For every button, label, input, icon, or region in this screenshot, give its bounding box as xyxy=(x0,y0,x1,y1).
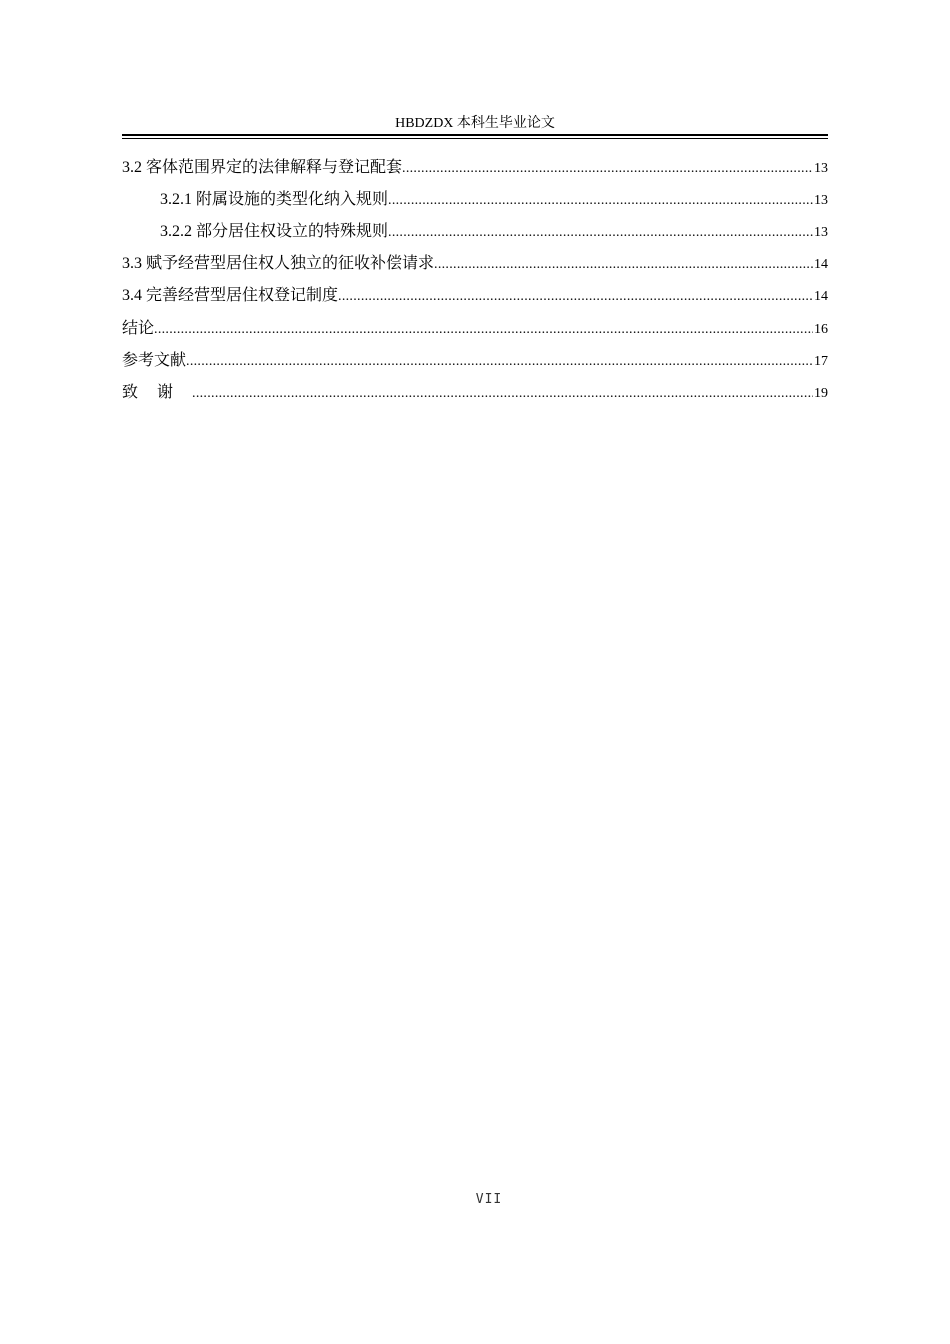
toc-page-number: 17 xyxy=(814,354,828,369)
table-of-contents xyxy=(122,157,828,413)
toc-page-number: 13 xyxy=(814,225,828,240)
toc-page-number: 13 xyxy=(814,193,828,208)
toc-entry-title: 参考文献 xyxy=(122,350,187,369)
toc-dot-leader xyxy=(388,221,813,244)
toc-entry-title: 3.3 赋予经营型居住权人独立的征收补偿请求 xyxy=(122,255,435,272)
toc-entry-3-3[interactable] xyxy=(122,253,828,285)
toc-entry-3-2[interactable] xyxy=(122,157,828,189)
toc-dot-leader xyxy=(388,189,813,212)
toc-entry-title: 致谢 xyxy=(122,382,193,401)
toc-entry-title: 3.4 完善经营型居住权登记制度 xyxy=(122,287,339,304)
toc-entry-3-2-1[interactable] xyxy=(122,189,828,221)
toc-dot-leader xyxy=(434,253,813,276)
header-rule-thick xyxy=(122,134,828,136)
toc-entry-title: 3.2 客体范围界定的法律解释与登记配套 xyxy=(122,159,403,176)
toc-entry-title: 结论 xyxy=(122,318,155,337)
toc-page-number: 14 xyxy=(814,289,828,304)
toc-page-number: 19 xyxy=(814,386,828,401)
toc-entry-references[interactable] xyxy=(122,349,828,381)
toc-entry-acknowledgements[interactable] xyxy=(122,381,828,413)
toc-dot-leader xyxy=(192,382,813,405)
toc-page-number: 14 xyxy=(814,257,828,272)
header-rule-thin xyxy=(122,138,828,139)
toc-entry-conclusion[interactable] xyxy=(122,317,828,349)
toc-dot-leader xyxy=(402,157,813,180)
toc-dot-leader xyxy=(186,350,813,373)
toc-entry-title: 3.2.2 部分居住权设立的特殊规则 xyxy=(160,223,389,240)
toc-entry-3-4[interactable] xyxy=(122,285,828,317)
running-header: HBDZDX 本科生毕业论文 xyxy=(395,116,555,131)
toc-dot-leader xyxy=(338,285,813,308)
toc-dot-leader xyxy=(154,318,813,341)
page-number: VII xyxy=(475,1192,503,1207)
toc-page-number: 16 xyxy=(814,322,828,337)
toc-page-number: 13 xyxy=(814,161,828,176)
toc-entry-title: 3.2.1 附属设施的类型化纳入规则 xyxy=(160,191,389,208)
toc-entry-3-2-2[interactable] xyxy=(122,221,828,253)
